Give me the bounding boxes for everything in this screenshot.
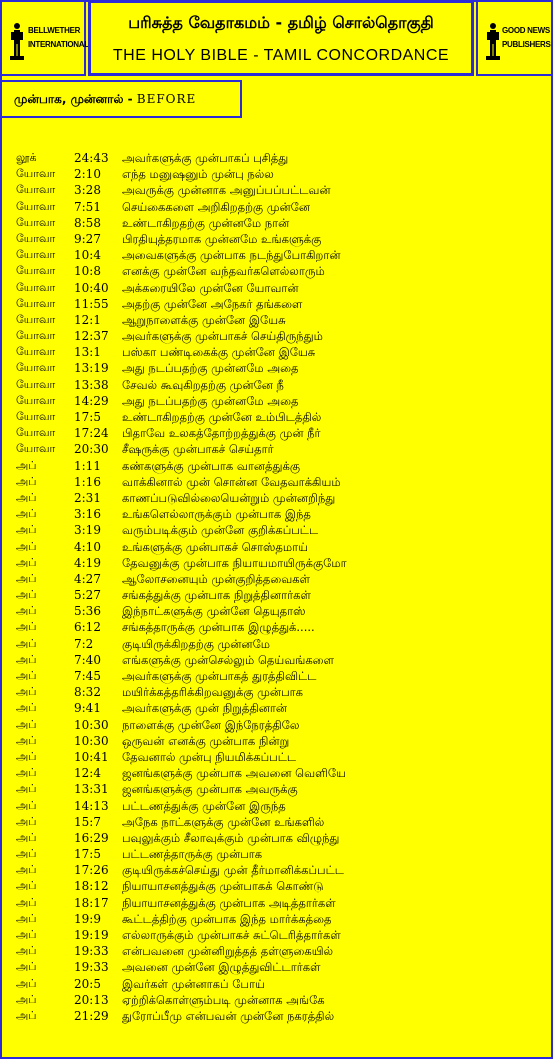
entry-text: உண்டாகிறதற்கு முன்னே உம்பிடத்தில்: [122, 410, 322, 424]
concordance-entry: [0, 652, 553, 668]
concordance-entry: [0, 312, 553, 328]
entry-reference: 17:26: [74, 863, 109, 878]
entry-text: மயிர்க்கத்தரிக்கிறவனுக்கு முன்பாக: [122, 685, 303, 700]
section-heading-tamil: முன்பாக, முன்னால்: [14, 92, 124, 106]
entry-reference: 19:33: [74, 944, 109, 959]
entry-book: யோவா: [16, 393, 56, 407]
concordance-entry: [0, 199, 553, 215]
section-heading-box: [0, 80, 242, 118]
entry-text: பவுலுக்கும் சீலாவுக்கும் முன்பாக விழுந்து: [122, 830, 340, 845]
entry-book: அப்: [16, 928, 37, 941]
concordance-entry: [0, 490, 553, 506]
entry-reference: 20:30: [74, 442, 109, 457]
entry-text: அது நடப்பதற்கு முன்னமே அதை: [122, 393, 299, 408]
entry-book: அப்: [16, 604, 37, 618]
entry-book: யோவா: [16, 231, 56, 245]
entry-text: செய்கைகளை அறிகிறதற்கு முன்னே: [122, 199, 310, 214]
concordance-entry: [0, 781, 553, 797]
entry-text: எல்லாருக்கும் முன்பாகச் சுட்டெரித்தார்கள்: [122, 928, 341, 942]
entry-book: அப்: [16, 539, 37, 553]
section-heading-dash: -: [123, 92, 137, 106]
entry-book: அப்: [16, 944, 37, 958]
entry-reference: 20:13: [74, 992, 109, 1007]
concordance-entry: [0, 539, 553, 555]
concordance-entry: [0, 425, 553, 441]
concordance-entry: [0, 943, 553, 959]
entry-reference: 1:16: [74, 474, 101, 489]
entry-text: அவர்களுக்கு முன் நிறுத்தினான்: [122, 701, 288, 716]
entry-text: அது நடப்பதற்கு முன்னமே அதை: [122, 361, 299, 376]
entry-book: அப்: [16, 992, 37, 1006]
entry-reference: 1:11: [74, 458, 101, 473]
entry-reference: 7:45: [74, 669, 101, 683]
entry-text: சங்கத்துக்கு முன்பாக நிறுத்தினார்கள்: [122, 588, 311, 603]
entry-reference: 13:1: [74, 345, 101, 360]
entry-reference: 16:29: [74, 830, 109, 845]
entry-text: காணப்படுவில்லையென்றும் முன்னறிந்து: [122, 490, 336, 505]
entry-reference: 4:10: [74, 539, 101, 554]
entry-reference: 21:29: [74, 1008, 109, 1023]
entry-text: கூட்டத்திற்கு முன்பாக இந்த மார்க்கத்தை: [122, 911, 332, 926]
entry-reference: 10:41: [74, 749, 109, 764]
entry-text: ஒருவன் எனக்கு முன்பாக நின்று: [122, 733, 290, 748]
concordance-entry: [0, 733, 553, 749]
entry-reference: 2:10: [74, 167, 101, 182]
entry-text: ஆலோசனையும் முன்குறித்தவைகள்: [122, 571, 311, 586]
entry-book: அப்: [16, 555, 37, 569]
concordance-entry: [0, 1008, 553, 1024]
entry-reference: 18:17: [74, 895, 109, 910]
entry-text: வாக்கினால் முன் சொன்ன வேதவாக்கியம்: [122, 474, 341, 489]
entry-book: அப்: [16, 895, 37, 909]
entry-book: அப்: [16, 782, 37, 796]
concordance-entry: [0, 458, 553, 474]
entry-book: அப்: [16, 798, 37, 812]
entry-reference: 19:33: [74, 960, 109, 975]
entry-reference: 17:5: [74, 410, 101, 424]
entry-book: அப்: [16, 1008, 37, 1022]
entry-reference: 4:19: [74, 555, 101, 570]
entry-book: யோவா: [16, 167, 56, 181]
entry-text: அநேக நாட்களுக்கு முன்னே உங்களில்: [122, 814, 325, 829]
entry-book: அப்: [16, 652, 37, 666]
entry-text: சேவல் கூவுகிறதற்கு முன்னே நீ: [122, 377, 284, 392]
goodnews-logo-text: GOOD NEWS PUBLISHERS: [502, 26, 551, 49]
entry-book: அப்: [16, 814, 37, 828]
entry-text: சங்கத்தாருக்கு முன்பாக இழுத்துக்.....: [122, 620, 315, 635]
entry-text: எங்களுக்கு முன்செல்லும் தெய்வங்களை: [122, 652, 334, 667]
entry-reference: 8:58: [74, 215, 101, 230]
entry-book: அப்: [16, 507, 37, 521]
entry-book: அப்: [16, 669, 37, 682]
bellwether-logo-text: BELLWETHER INTERNATIONAL: [28, 26, 89, 49]
entry-book: யோவா: [16, 183, 56, 197]
entry-text: சீஷருக்கு முன்பாகச் செய்தார்: [122, 442, 274, 457]
concordance-entry: [0, 280, 553, 296]
entry-text: அதற்கு முன்னே அநேகர் தங்களை: [122, 296, 303, 311]
concordance-entry: [0, 911, 553, 927]
concordance-entry: [0, 409, 553, 425]
entry-book: யோவா: [16, 248, 56, 262]
entry-book: அப்: [16, 830, 37, 844]
concordance-entry: [0, 263, 553, 279]
entry-book: அப்: [16, 847, 37, 861]
entry-reference: 11:55: [74, 296, 109, 311]
concordance-entry: [0, 150, 553, 166]
entry-book: அப்: [16, 911, 37, 925]
entry-reference: 13:38: [74, 377, 109, 392]
concordance-entry: [0, 360, 553, 376]
concordance-entry: [0, 878, 553, 894]
bellwether-logo: [6, 16, 89, 64]
entry-reference: 7:2: [74, 636, 94, 651]
entry-book: யோவா: [16, 296, 56, 310]
right-logo-box: [476, 0, 553, 76]
entry-text: ஜனங்களுக்கு முன்பாக அவனை வெளியே: [122, 766, 346, 781]
concordance-entry: [0, 231, 553, 247]
entry-book: யோவா: [16, 410, 56, 423]
page-header: [0, 0, 553, 80]
concordance-entry: [0, 895, 553, 911]
entry-text: உங்களெல்லாருக்கும் முன்பாக இந்த: [122, 507, 311, 522]
goodnews-logo: [482, 16, 552, 64]
entry-book: அப்: [16, 976, 37, 990]
entry-reference: 10:40: [74, 280, 109, 295]
entry-book: லூக்: [16, 151, 37, 164]
entry-book: யோவா: [16, 361, 56, 375]
entry-text: அவர்களுக்கு முன்பாகச் செய்திருந்தும்: [122, 329, 323, 344]
entry-text: இவர்கள் முன்னாகப் போய்: [122, 976, 265, 991]
title-box: [88, 0, 474, 76]
entry-text: அவனை முன்னே இழுத்துவிட்டார்கள்: [122, 960, 321, 975]
concordance-entry: [0, 344, 553, 360]
concordance-entry: [0, 700, 553, 716]
concordance-list: [0, 150, 553, 1024]
entry-reference: 12:4: [74, 766, 101, 781]
entry-text: பஸ்கா பண்டிகைக்கு முன்னே இயேசு: [122, 345, 316, 360]
concordance-entry: [0, 717, 553, 733]
entry-text: எந்த மனுஷனும் முன்பு நல்ல: [122, 167, 274, 182]
entry-text: உண்டாகிறதற்கு முன்னமே நான்: [122, 215, 290, 230]
entry-reference: 9:27: [74, 231, 101, 246]
concordance-entry: [0, 166, 553, 182]
concordance-entry: [0, 927, 553, 943]
entry-text: ஏற்றிக்கொள்ளும்படி முன்னாக அங்கே: [122, 992, 325, 1007]
entry-reference: 10:30: [74, 733, 109, 748]
entry-book: அப்: [16, 490, 37, 504]
entry-reference: 4:27: [74, 571, 101, 586]
entry-text: இந்நாட்களுக்கு முன்னே தெயுதாஸ்: [122, 604, 306, 619]
entry-reference: 13:31: [74, 782, 109, 797]
entry-text: வரும்படிக்கும் முன்னே குறிக்கப்பட்ட: [122, 523, 319, 538]
entry-text: அவருக்கு முன்னாக அனுப்பப்பட்டவன்: [122, 183, 331, 198]
concordance-entry: [0, 814, 553, 830]
entry-reference: 12:1: [74, 312, 101, 327]
concordance-entry: [0, 992, 553, 1008]
concordance-entry: [0, 636, 553, 652]
concordance-entry: [0, 522, 553, 538]
entry-text: பிரதியுத்தரமாக முன்னமே உங்களுக்கு: [122, 231, 322, 246]
concordance-entry: [0, 830, 553, 846]
entry-text: நாளைக்கு முன்னே இந்நேரத்திலே: [122, 717, 300, 732]
entry-text: எனக்கு முன்னே வந்தவர்களெல்லாரும்: [122, 264, 325, 279]
entry-text: நியாயாசனத்துக்கு முன்பாக அடித்தார்கள்: [122, 895, 336, 910]
entry-reference: 3:19: [74, 523, 101, 538]
concordance-entry: [0, 619, 553, 635]
entry-book: அப்: [16, 523, 37, 537]
concordance-entry: [0, 328, 553, 344]
entry-reference: 12:37: [74, 329, 109, 344]
entry-reference: 20:5: [74, 976, 101, 991]
entry-text: பிதாவே உலகத்தோற்றத்துக்கு முன் நீர்: [122, 426, 321, 441]
entry-text: அக்கரையிலே முன்னே யோவான்: [122, 280, 299, 295]
entry-text: பட்டணத்துக்கு முன்னே இருந்த: [122, 798, 286, 813]
entry-reference: 19:19: [74, 928, 109, 942]
entry-reference: 8:32: [74, 685, 101, 700]
entry-book: அப்: [16, 733, 37, 747]
entry-book: யோவா: [16, 264, 56, 278]
entry-book: யோவா: [16, 280, 56, 294]
entry-text: கண்களுக்கு முன்பாக வானத்துக்கு: [122, 458, 300, 473]
concordance-entry: [0, 393, 553, 409]
left-logo-box: [0, 0, 89, 76]
entry-book: யோவா: [16, 345, 56, 359]
entry-text: ஜனங்களுக்கு முன்பாக அவருக்கு: [122, 782, 298, 797]
title-english: THE HOLY BIBLE - TAMIL CONCORDANCE: [112, 47, 450, 64]
concordance-entry: [0, 765, 553, 781]
entry-reference: 5:36: [74, 604, 101, 619]
entry-reference: 17:24: [74, 426, 109, 441]
entry-reference: 3:16: [74, 507, 101, 522]
entry-reference: 5:27: [74, 588, 101, 603]
entry-reference: 24:43: [74, 151, 109, 165]
entry-book: யோவா: [16, 377, 56, 391]
entry-reference: 9:41: [74, 701, 101, 716]
entry-reference: 14:29: [74, 393, 109, 408]
concordance-entry: [0, 846, 553, 862]
entry-text: பட்டணத்தாருக்கு முன்பாக: [122, 847, 263, 862]
concordance-entry: [0, 215, 553, 231]
entry-reference: 10:8: [74, 264, 101, 279]
entry-text: தேவனால் முன்பு நியமிக்கப்பட்ட: [122, 749, 296, 764]
concordance-entry: [0, 798, 553, 814]
entry-text: குடியிருக்கிறதற்கு முன்னமே: [122, 636, 270, 651]
entry-book: யோவா: [16, 442, 56, 456]
concordance-entry: [0, 749, 553, 765]
entry-reference: 2:31: [74, 490, 101, 505]
concordance-entry: [0, 441, 553, 457]
concordance-entry: [0, 684, 553, 700]
concordance-entry: [0, 862, 553, 878]
entry-reference: 17:5: [74, 847, 101, 862]
entry-text: உங்களுக்கு முன்பாகச் சொஸ்தமாய்: [122, 539, 309, 554]
entry-book: அப்: [16, 863, 37, 877]
entry-book: அப்: [16, 588, 37, 602]
entry-book: அப்: [16, 960, 37, 974]
entry-book: யோவா: [16, 199, 56, 213]
concordance-entry: [0, 182, 553, 198]
entry-text: அவைகளுக்கு முன்பாக நடந்துபோகிறான்: [122, 248, 341, 263]
concordance-entry: [0, 587, 553, 603]
entry-text: தேவனுக்கு முன்பாக நியாயமாயிருக்குமோ: [122, 555, 347, 570]
entry-book: அப்: [16, 749, 37, 763]
entry-book: அப்: [16, 717, 37, 731]
entry-text: குடியிருக்கச்செய்து முன் தீர்மானிக்கப்பட்ட: [122, 863, 344, 878]
concordance-entry: [0, 959, 553, 975]
entry-reference: 10:30: [74, 717, 109, 732]
entry-reference: 14:13: [74, 798, 109, 813]
entry-reference: 15:7: [74, 814, 101, 829]
entry-book: அப்: [16, 701, 37, 715]
concordance-entry: [0, 474, 553, 490]
entry-reference: 6:12: [74, 620, 101, 635]
entry-text: நியாயாசனத்துக்கு முன்பாகக் கொண்டு: [122, 879, 324, 894]
concordance-entry: [0, 506, 553, 522]
concordance-entry: [0, 377, 553, 393]
concordance-entry: [0, 247, 553, 263]
entry-text: அவர்களுக்கு முன்பாகத் துரத்திவிட்ட: [122, 669, 317, 683]
entry-reference: 13:19: [74, 361, 109, 376]
entry-reference: 10:4: [74, 248, 101, 263]
entry-book: யோவா: [16, 312, 56, 326]
entry-reference: 3:28: [74, 183, 101, 198]
entry-text: என்பவனை முன்னிறுத்தத் தள்ளுகையில்: [122, 944, 334, 959]
figure-icon: [486, 22, 500, 62]
entry-book: யோவா: [16, 426, 56, 440]
entry-book: அப்: [16, 458, 37, 472]
title-tamil: பரிசுத்த வேதாகமம் - தமிழ் சொல்தொகுதி: [128, 13, 434, 32]
entry-reference: 19:9: [74, 911, 101, 926]
entry-book: அப்: [16, 879, 37, 893]
concordance-entry: [0, 976, 553, 992]
entry-book: யோவா: [16, 329, 56, 343]
entry-reference: 7:51: [74, 199, 101, 214]
entry-reference: 7:40: [74, 652, 101, 667]
figure-icon: [10, 22, 24, 62]
entry-book: அப்: [16, 474, 37, 488]
concordance-entry: [0, 603, 553, 619]
entry-book: அப்: [16, 571, 37, 585]
entry-text: அவர்களுக்கு முன்பாகப் புசித்து: [122, 151, 289, 165]
entry-book: அப்: [16, 636, 37, 650]
concordance-entry: [0, 668, 553, 684]
entry-book: யோவா: [16, 215, 56, 229]
concordance-entry: [0, 296, 553, 312]
section-heading: [14, 92, 196, 108]
concordance-entry: [0, 571, 553, 587]
entry-text: ஆறுநாளைக்கு முன்னே இயேசு: [122, 312, 286, 327]
concordance-entry: [0, 555, 553, 571]
section-heading-english: BEFORE: [136, 92, 197, 106]
entry-text: துரோப்பீமு என்பவன் முன்னே நகரத்தில்: [122, 1008, 335, 1023]
entry-book: அப்: [16, 766, 37, 780]
entry-book: அப்: [16, 685, 37, 699]
entry-reference: 18:12: [74, 879, 109, 894]
entry-book: அப்: [16, 620, 37, 634]
